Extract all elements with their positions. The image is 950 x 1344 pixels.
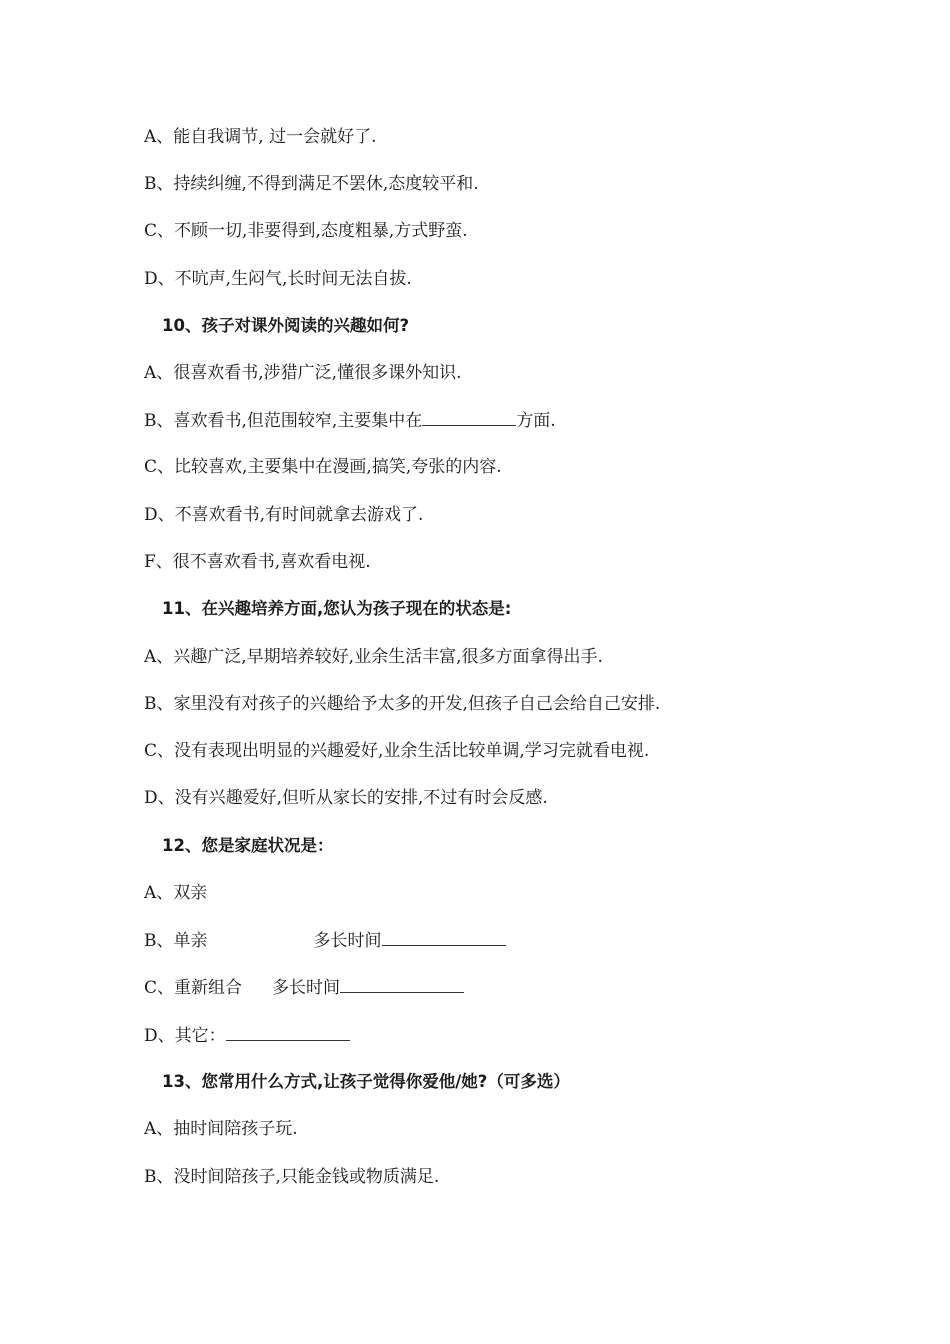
q10-option-b-prefix: B、喜欢看书,但范围较窄,主要集中在 — [144, 411, 423, 431]
q9-option-b: B、持续纠缠,不得到满足不罢休,态度较平和. — [144, 174, 479, 194]
q9-option-a: A、能自我调节, 过一会就好了. — [144, 127, 377, 147]
q12-option-c-duration-label: 多长时间 — [272, 978, 341, 998]
q12-option-c — [144, 976, 464, 999]
q10-title: 10、孩子对课外阅读的兴趣如何? — [162, 316, 410, 335]
q10-option-c: C、比较喜欢,主要集中在漫画,搞笑,夸张的内容. — [144, 457, 502, 477]
q12-option-b — [144, 929, 506, 952]
fill-in-blank[interactable] — [340, 976, 464, 993]
q11-option-c: C、没有表现出明显的兴趣爱好,业余生活比较单调,学习完就看电视. — [144, 741, 650, 761]
q11-option-a: A、兴趣广泛,早期培养较好,业余生活丰富,很多方面拿得出手. — [144, 647, 603, 667]
q13-option-b: B、没时间陪孩子,只能金钱或物质满足. — [144, 1167, 440, 1187]
q13-title: 13、您常用什么方式,让孩子觉得你爱他/她?（可多选） — [162, 1072, 570, 1091]
q12-title: 12、您是家庭状况是： — [162, 836, 334, 855]
q9-option-d: D、不吭声,生闷气,长时间无法自拔. — [144, 269, 412, 289]
q12-option-d-label: D、其它： — [144, 1026, 226, 1046]
q13-option-a: A、抽时间陪孩子玩. — [144, 1119, 298, 1139]
fill-in-blank[interactable] — [382, 929, 506, 946]
fill-in-blank[interactable] — [422, 409, 516, 426]
q12-option-b-label: B、单亲 — [144, 931, 208, 951]
q10-option-f: F、很不喜欢看书,喜欢看电视. — [144, 552, 371, 572]
fill-in-blank[interactable] — [226, 1024, 350, 1041]
q10-option-b-suffix: 方面. — [516, 411, 556, 431]
q12-option-c-label: C、重新组合 — [144, 978, 243, 998]
q9-option-c: C、不顾一切,非要得到,态度粗暴,方式野蛮. — [144, 221, 468, 241]
q11-title: 11、在兴趣培养方面,您认为孩子现在的状态是: — [162, 599, 512, 618]
q12-option-d — [144, 1024, 350, 1047]
q12-option-a: A、双亲 — [144, 883, 208, 903]
q11-option-b: B、家里没有对孩子的兴趣给予太多的开发,但孩子自己会给自己安排. — [144, 694, 661, 714]
q10-option-b — [144, 409, 556, 432]
q10-option-d: D、不喜欢看书,有时间就拿去游戏了. — [144, 505, 424, 525]
q11-option-d: D、没有兴趣爱好,但听从家长的安排,不过有时会反感. — [144, 788, 548, 808]
q12-option-b-duration-label: 多长时间 — [313, 931, 382, 951]
q10-option-a: A、很喜欢看书,涉猎广泛,懂很多课外知识. — [144, 363, 462, 383]
